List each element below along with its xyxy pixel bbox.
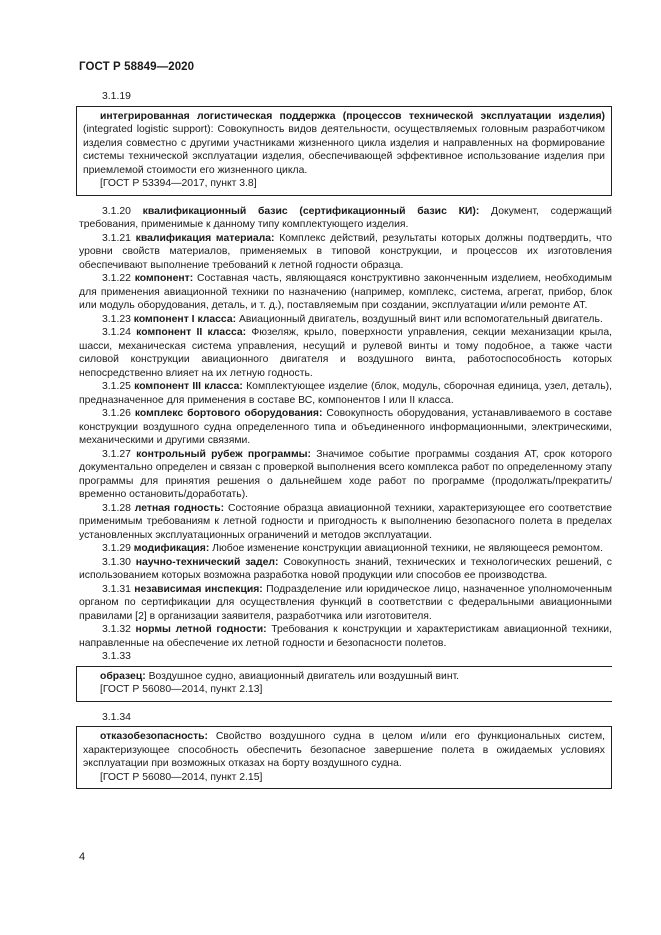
entry-3-1-28: 3.1.28 летная годность: Состояние образца авиационной техники, характеризующее его соответствие применимым требованиям к летной годности и пригодность к выполнению безопасного полета в пределах установленных эксплуатационных ограничений и методов эксплуатации. xyxy=(79,502,613,541)
entry-3-1-32: 3.1.32 нормы летной годности: Требования к конструкции и характеристикам авиационной техники, направленные на обеспечение их летной годности и безопасности полетов. xyxy=(79,624,612,649)
term-title: научно-технический задел: xyxy=(135,556,279,568)
term-title: модификация: xyxy=(133,543,210,554)
term-text: Требования к конструкции и характеристикам авиационной техники, направленные на обеспечение их летной годности и безопасности полетов. xyxy=(79,624,612,649)
term-text: Совокупность оборудования, устанавливаемого в составе конструкции воздушного судна определенного типа и объединенного информационными, электрическими, механическими и другими связями. xyxy=(79,408,612,446)
term-definition-3-1-33 xyxy=(83,670,606,684)
term-title: квалификация материала: xyxy=(135,232,275,244)
term-text: Документ, содержащий требования, применимые к данному типу комплектующего изделия. xyxy=(79,205,612,230)
entry-3-1-30: 3.1.30 научно-технический задел: Совокупность знаний, технических и технологических решений, с использованием которых возможна разработка новой продукции или способов ее производства. xyxy=(79,556,612,581)
term-box-3-1-19 xyxy=(76,106,612,196)
term-text: Комплекс действий, результаты которых должны подтвердить, что уровни свойств материалов, применяемых в типовой конструкции, и процессов их изготовления обеспечивают выполнение требований к летной годности образца. xyxy=(79,232,612,271)
entry-3-1-22: 3.1.22 компонент: Составная часть, являющаяся конструктивно законченным изделием, необходимым для применения авиационной техники по назначению (например, комплекс, система, агрегат, прибор, блок или модуль оборудования, деталь, и т. д.), поставляемым при создании, эксплуатации и/или ремонте АТ. xyxy=(79,273,613,311)
term-text: Совокупность знаний, технических и технологических решений, с использованием которых возможна разработка новой продукции или способов ее производства. xyxy=(79,556,612,581)
term-title: отказобезопасность: xyxy=(100,731,209,742)
term-title: интегрированная логистическая поддержка (процессов технической эксплуатации изделия) xyxy=(100,110,605,122)
term-text: Воздушное судно, авиационный двигатель или воздушный винт. xyxy=(145,670,460,682)
term-text: Составная часть, являющаяся конструктивно законченным изделием, необходимым для применения авиационной техники по назначению (например, комплекс, система, агрегат, прибор, блок или модуль оборудования, деталь, и т. д.), поставляемым при создании, эксплуатации и/или ремонте АТ. xyxy=(79,273,613,311)
term-text: Состояние образца авиационной техники, характеризующее его соответствие применимым требованиям к летной годности и пригодность к выполнению безопасного полета в пределах установленных эксплуатационных ограничений и методов эксплуатации. xyxy=(79,502,613,541)
entry-3-1-23: 3.1.23 компонент I класса: Авиационный двигатель, воздушный винт или вспомогательный двигатель. xyxy=(102,313,603,325)
entry-3-1-26: 3.1.26 комплекс бортового оборудования: Совокупность оборудования, устанавливаемого в составе конструкции воздушного судна определенного типа и объединенного информационными, электрическими, механическими и другими связями. xyxy=(79,408,612,446)
term-text: Значимое событие программы создания АТ, срок которого документально определен и связан с проверкой выполнения всего комплекса работ по определенному этапу программы для принятия решения о дальнейшем ходе работ по программе (продолжать/прекратить/временно остановить/доработать). xyxy=(79,448,612,500)
term-text: Подразделение или юридическое лицо, назначенное уполномоченным органом по сертификации для осуществления функций в соответствии с федеральными авиационными правилами [2] в организации заявителя, разработчика или изготовителя. xyxy=(79,583,612,622)
term-definition-3-1-34 xyxy=(83,730,605,771)
term-title: компонент I класса: xyxy=(133,313,237,325)
term-text: Свойство воздушного судна в целом и/или его функциональных систем, характеризующее способность обеспечить безопасное завершение полета в ожидаемых условиях эксплуатации при возможных отказах на борту воздушного судна. xyxy=(83,731,605,769)
term-title: контрольный рубеж программы: xyxy=(136,448,311,460)
term-text: Комплектующее изделие (блок, модуль, сборочная единица, узел, деталь), предназначенное для применения в составе ВС, компонентов I или II класса. xyxy=(79,381,612,406)
term-source: [ГОСТ Р 56080—2014, пункт 2.15] xyxy=(100,771,263,783)
entry-3-1-29: 3.1.29 модификация: Любое изменение конструкции авиационной техники, не являющееся ремонтом. xyxy=(102,543,603,554)
term-source: [ГОСТ Р 56080—2014, пункт 2.13] xyxy=(100,684,263,695)
entry-3-1-25: 3.1.25 компонент III класса: Комплектующее изделие (блок, модуль, сборочная единица, узел, деталь), предназначенное для применения в составе ВС, компонентов I или II класса. xyxy=(79,381,612,406)
term-title: компонент II класса: xyxy=(136,327,247,338)
term-number-3-1-19: 3.1.19 xyxy=(102,91,131,102)
page-header-standard: ГОСТ Р 58849—2020 xyxy=(79,61,195,73)
term-title: образец: xyxy=(100,670,146,682)
term-title: независимая инспекция: xyxy=(134,583,263,595)
term-text: Фюзеляж, крыло, поверхности управления, секции механизации крыла, шасси, механическая система управления, несущий и рулевой винты и тому подобное, а также части силовой конструкции авиационного двигателя и воздушного винта, работоспособность которых непосредственно влияет на их летную годность. xyxy=(79,327,613,379)
term-box-3-1-33 xyxy=(76,666,612,702)
term-title: комплекс бортового оборудования: xyxy=(134,408,323,419)
term-number-3-1-34: 3.1.34 xyxy=(102,711,131,723)
term-text: Авиационный двигатель, воздушный винт или вспомогательный двигатель. xyxy=(236,313,603,325)
term-definition-3-1-19 xyxy=(83,110,605,178)
entry-3-1-20: 3.1.20 квалификационный базис (сертификационный базис КИ): Документ, содержащий требования, применимые к данному типу комплектующего изделия. xyxy=(79,205,612,230)
term-source: [ГОСТ Р 53394—2017, пункт 3.8] xyxy=(100,178,257,189)
term-title: квалификационный базис (сертификационный базис КИ): xyxy=(142,205,480,217)
term-text: : Совокупность видов деятельности, осуществляемых головным разработчиком изделия совместно с другими участниками жизненного цикла изделия и направленных на формирование системы технической эксплуатации изделия, обеспечивающей эффективное использование изделия при приемлемой стоимости его жизненного цикла. xyxy=(83,124,605,176)
entry-3-1-31: 3.1.31 независимая инспекция: Подразделение или юридическое лицо, назначенное уполномоченным органом по сертификации для осуществления функций в соответствии с федеральными авиационными правилами [2] в организации заявителя, разработчика или изготовителя. xyxy=(79,583,612,622)
entry-3-1-21: 3.1.21 квалификация материала: Комплекс действий, результаты которых должны подтвердить, что уровни свойств материалов, применяемых в типовой конструкции, и процессов их изготовления обеспечивают выполнение требований к летной годности образца. xyxy=(79,232,612,271)
term-title: компонент: xyxy=(134,273,194,284)
term-title: компонент III класса: xyxy=(134,381,243,392)
page-number: 4 xyxy=(79,851,86,863)
term-number-3-1-33: 3.1.33 xyxy=(102,651,131,662)
document-body xyxy=(79,90,612,798)
entry-3-1-24: 3.1.24 компонент II класса: Фюзеляж, крыло, поверхности управления, секции механизации крыла, шасси, механическая система управления, несущий и рулевой винты и тому подобное, а также части силовой конструкции авиационного двигателя и воздушного винта, работоспособность которых непосредственно влияет на их летную годность. xyxy=(79,327,613,379)
term-english: (integrated logistic support) xyxy=(83,124,211,135)
entry-3-1-27: 3.1.27 контрольный рубеж программы: Значимое событие программы создания АТ, срок которого документально определен и связан с проверкой выполнения всего комплекса работ по определенному этапу программы для принятия решения о дальнейшем ходе работ по программе (продолжать/прекратить/временно остановить/доработать). xyxy=(79,448,612,500)
term-box-3-1-34 xyxy=(76,726,612,789)
term-text: Любое изменение конструкции авиационной техники, не являющееся ремонтом. xyxy=(209,543,603,554)
term-title: летная годность: xyxy=(134,502,225,514)
term-title: нормы летной годности: xyxy=(135,624,267,635)
